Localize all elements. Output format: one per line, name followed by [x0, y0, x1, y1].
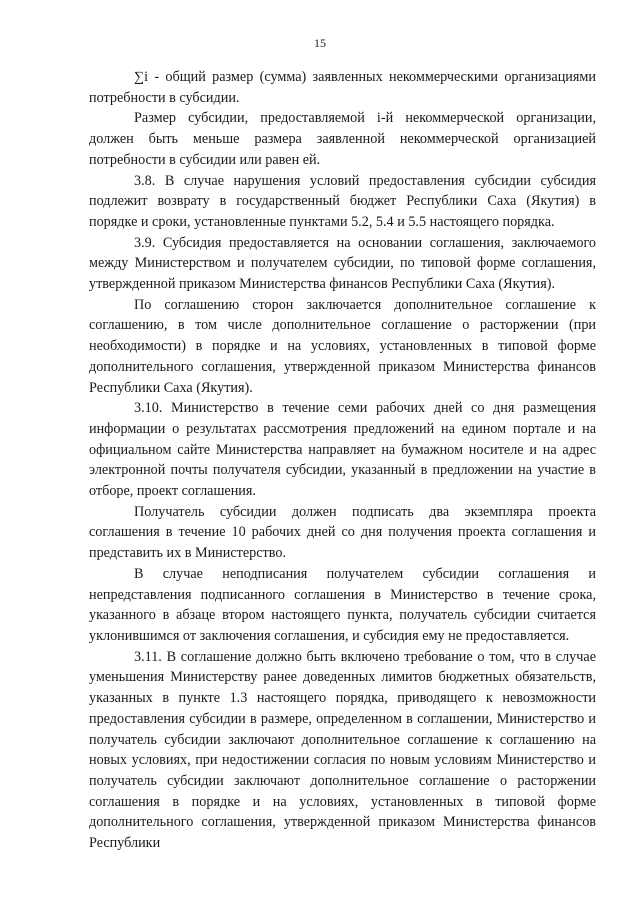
- paragraph-sum-definition: ∑i - общий размер (сумма) заявленных некоммерческими организациями потребности в субсидии.: [89, 69, 596, 106]
- paragraph-non-signing: В случае неподписания получателем субсидии соглашения и непредставления подписанного соглашения в Министерство в течение срока, указанного в абзаце втором настоящего пункта, получатель субсидии считается уклонившимся от заключения соглашения, и субсидия ему не предоставляется.: [89, 565, 596, 644]
- paragraph-subsidy-size: Размер субсидии, предоставляемой i-й некоммерческой организации, должен быть меньше размера заявленной некоммерческой организацией потребности в субсидии или равен ей.: [89, 110, 596, 168]
- paragraph-3-10: 3.10. Министерство в течение семи рабочих дней со дня размещения информации о результатах рассмотрения предложений на едином портале и на официальном сайте Министерства направляет на бумажном носителе и на адрес электронной почты получателя субсидии, указанный в предложении на участие в отборе, проект соглашения.: [89, 400, 596, 500]
- document-body: [89, 67, 596, 854]
- page-number: 15: [314, 36, 326, 50]
- paragraph-recipient-sign: Получатель субсидии должен подписать два экземпляра проекта соглашения в течение 10 рабочих дней со дня получения проекта соглашения и представить их в Министерство.: [89, 503, 596, 562]
- paragraph-3-8: 3.8. В случае нарушения условий предоставления субсидии субсидия подлежит возврату в государственный бюджет Республики Саха (Якутия) в порядке и сроки, установленные пунктами 5.2, 5.4 и 5.5 настоящего порядка.: [89, 172, 596, 230]
- paragraph-3-11: 3.11. В соглашение должно быть включено требование о том, что в случае уменьшения Министерству ранее доведенных лимитов бюджетных обязательств, указанных в пункте 1.3 настоящего порядка, приводящего к невозможности предоставления субсидии в размере, определенном в соглашении, Министерство и получатель субсидии заключают дополнительное соглашение к соглашению на новых условиях, при недостижении согласия по новым условиям Министерство и получатель субсидии заключают дополнительное соглашение о расторжении соглашения в порядке и на условиях, установленных в типовой форме дополнительного соглашения, утвержденной приказом Министерства финансов Республики: [89, 648, 596, 852]
- paragraph-3-9: 3.9. Субсидия предоставляется на основании соглашения, заключаемого между Министерством и получателем субсидии, по типовой форме соглашения, утвержденной приказом Министерства финансов Республики Саха (Якутия).: [89, 234, 596, 293]
- paragraph-additional-agreement: По соглашению сторон заключается дополнительное соглашение к соглашению, в том числе дополнительное соглашение о расторжении (при необходимости) в порядке и на условиях, установленных в типовой форме дополнительного соглашения, утвержденной приказом Министерства финансов Республики Саха (Якутия).: [89, 296, 596, 396]
